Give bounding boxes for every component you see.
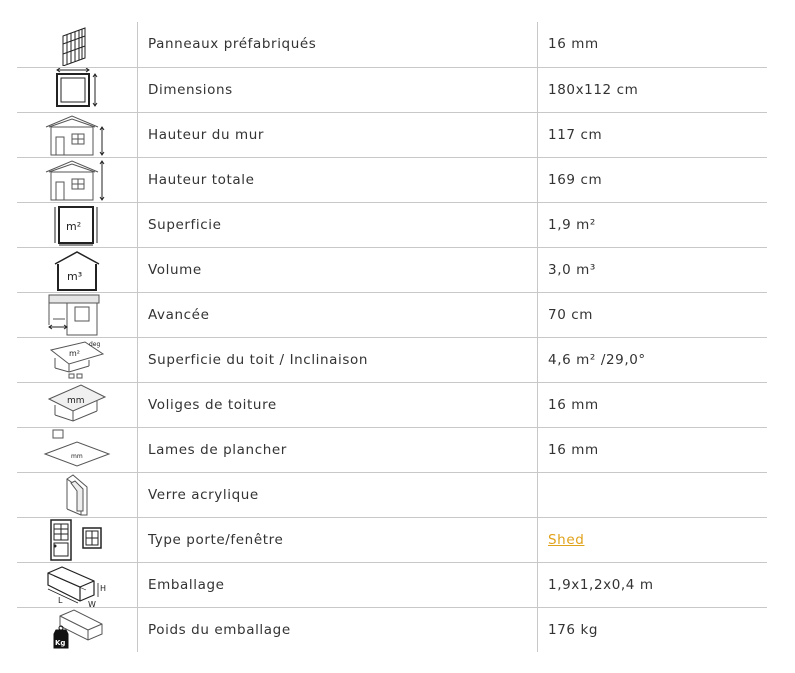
spec-value: 70 cm: [548, 306, 594, 323]
spec-row-acrylic-glass: [17, 472, 767, 517]
spec-label: Hauteur totale: [138, 157, 538, 202]
acrylic-glass-icon: [47, 473, 107, 517]
spec-row-packaging: [17, 562, 767, 607]
icon-text: m²: [69, 348, 80, 358]
total-height-icon: [42, 158, 112, 202]
spec-value: 176 kg: [548, 621, 599, 638]
spec-value: 1,9x1,2x0,4 m: [548, 576, 654, 593]
package-weight-icon: [42, 608, 112, 652]
spec-label: Voliges de toiture: [138, 382, 538, 427]
icon-text-h: H: [100, 583, 107, 593]
spec-label: Verre acrylique: [138, 472, 538, 517]
spec-row-prefab-panels: [17, 22, 767, 67]
spec-value: 16 mm: [548, 396, 599, 413]
icon-text: m³: [67, 269, 83, 283]
spec-value: 16 mm: [548, 36, 599, 53]
spec-label: Superficie: [138, 202, 538, 247]
spec-label: Hauteur du mur: [138, 112, 538, 157]
spec-label: Lames de plancher: [138, 427, 538, 472]
spec-label: Volume: [138, 247, 538, 292]
spec-row-roof-boards: [17, 382, 767, 427]
spec-row-total-height: [17, 157, 767, 202]
icon-text-w: W: [88, 599, 96, 607]
icon-text: m²: [66, 219, 82, 233]
spec-row-wall-height: [17, 112, 767, 157]
shed-link[interactable]: Shed: [548, 531, 585, 548]
spec-row-dimensions: [17, 67, 767, 112]
door-window-icon: [45, 518, 109, 562]
spec-label: Panneaux préfabriqués: [138, 22, 538, 67]
spec-label: Dimensions: [138, 67, 538, 112]
icon-text: mm: [71, 452, 83, 460]
spec-row-volume: [17, 247, 767, 292]
prefab-panels-icon: [47, 22, 107, 66]
volume-icon: [47, 248, 107, 292]
spec-row-door-window: [17, 517, 767, 562]
spec-value: 4,6 m² /29,0°: [548, 351, 646, 368]
icon-text-deg: deg: [89, 340, 101, 348]
roof-area-slope-icon: [45, 338, 109, 382]
specifications-table: [17, 22, 767, 652]
icon-text: Kg: [55, 638, 66, 647]
icon-text-l: L: [58, 595, 63, 605]
spec-value: 1,9 m²: [548, 216, 596, 233]
spec-row-roof-area: [17, 337, 767, 382]
spec-value: 117 cm: [548, 126, 603, 143]
surface-area-icon: [47, 203, 107, 247]
overhang-icon: [45, 293, 109, 337]
spec-row-floor-boards: [17, 427, 767, 472]
spec-label: Poids du emballage: [138, 607, 538, 652]
icon-text: mm: [67, 395, 85, 406]
packaging-icon: [42, 563, 112, 607]
spec-label: Superficie du toit / Inclinaison: [138, 337, 538, 382]
spec-value: 16 mm: [548, 441, 599, 458]
spec-label: Avancée: [138, 292, 538, 337]
spec-value: 169 cm: [548, 171, 603, 188]
wall-height-icon: [42, 113, 112, 157]
spec-label: Emballage: [138, 562, 538, 607]
spec-value: [538, 472, 768, 517]
spec-row-overhang: [17, 292, 767, 337]
spec-row-package-weight: [17, 607, 767, 652]
floor-boards-icon: [41, 428, 113, 472]
spec-value: 180x112 cm: [548, 81, 639, 98]
dimensions-icon: [47, 68, 107, 112]
roof-boards-icon: [45, 383, 109, 427]
spec-row-surface: [17, 202, 767, 247]
spec-value: 3,0 m³: [548, 261, 596, 278]
spec-label: Type porte/fenêtre: [138, 517, 538, 562]
